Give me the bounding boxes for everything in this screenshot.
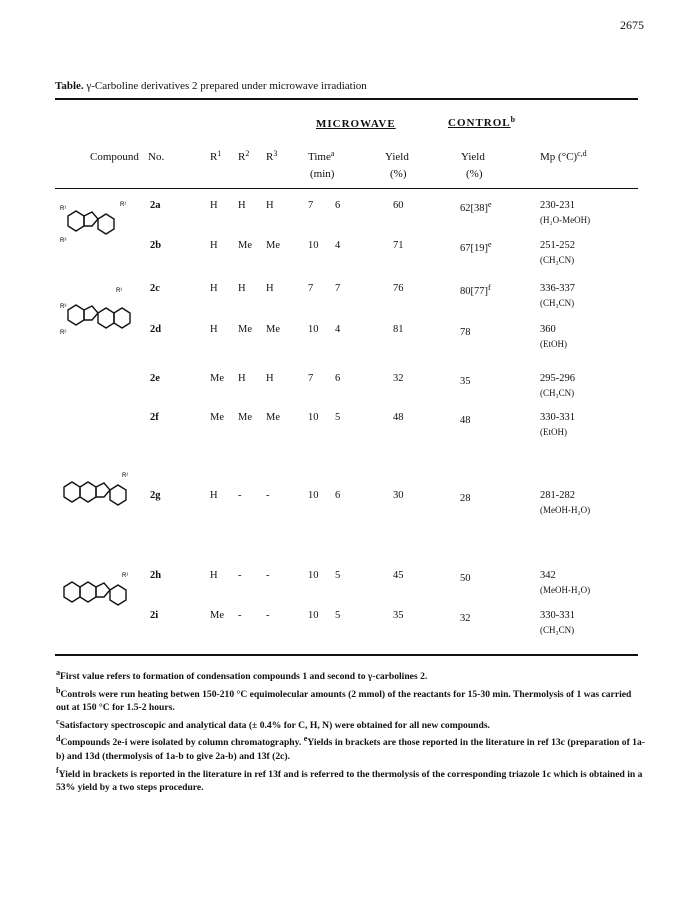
cell-yc: [460, 610, 471, 624]
col-r2: $R^2$: [238, 149, 250, 163]
cell-yc-value: 80[77]: [460, 286, 488, 297]
r-label-7: R¹: [122, 473, 129, 479]
bottom-rule: [55, 654, 638, 656]
cell-r3: [266, 610, 270, 621]
cell-no: [150, 283, 160, 294]
cell-yc-note: e: [488, 240, 492, 249]
cell-yc-value: 28: [460, 493, 471, 504]
cell-y: [393, 373, 404, 384]
cell-t2: [335, 490, 340, 501]
cell-t1: [308, 283, 313, 294]
cell-r3: [266, 412, 280, 423]
cell-t1-value: 7: [308, 200, 314, 211]
cell-t2: [335, 240, 340, 251]
table-caption: [55, 80, 367, 92]
footnote-a: $^a$First value refers to formation of condensation compounds 1 and second to γ-carbolines 2.: [56, 668, 428, 682]
cell-t1: [308, 373, 313, 384]
carboline-structure-c-icon: [60, 278, 150, 348]
cell-yc: [460, 490, 471, 504]
cell-t1-value: 7: [308, 373, 314, 384]
cell-r1: [210, 324, 218, 335]
cell-mp: [540, 324, 556, 335]
cell-mp: [540, 283, 575, 294]
cell-r3: [266, 373, 274, 384]
cell-yc: [460, 373, 471, 387]
cell-r3: [266, 200, 274, 211]
cell-no-value: 2e: [150, 373, 160, 384]
cell-y-value: 81: [393, 324, 404, 335]
cell-r1: [210, 200, 218, 211]
cell-no: [150, 412, 159, 423]
cell-mp: [540, 490, 575, 501]
cell-t1: [308, 324, 319, 335]
cell-yc-value: 32: [460, 613, 471, 624]
cell-yc-note: e: [488, 200, 492, 209]
cell-mp: [540, 373, 575, 384]
cell-y: [393, 570, 404, 581]
r-label-6: R²: [60, 330, 67, 336]
cell-r1-value: H: [210, 570, 218, 581]
cell-no-value: 2b: [150, 240, 162, 251]
cell-solvent: (MeOH-H₂O): [540, 585, 591, 595]
cell-r1-value: H: [210, 200, 218, 211]
microwave-header: MICROWAVE: [316, 118, 396, 130]
cell-t2-value: 5: [335, 412, 341, 423]
cell-r2-value: Me: [238, 412, 252, 423]
cell-no: [150, 200, 161, 211]
cell-r3-value: Me: [266, 412, 280, 423]
cell-r2: [238, 240, 252, 251]
cell-yc-value: 35: [460, 376, 471, 387]
cell-no: [150, 240, 161, 251]
cell-r1-value: Me: [210, 373, 224, 384]
cell-solvent: (CH₃CN): [540, 388, 575, 398]
cell-r1-value: Me: [210, 412, 224, 423]
cell-r2-value: H: [238, 200, 246, 211]
cell-no: [150, 373, 160, 384]
cell-t1: [308, 610, 319, 621]
cell-mp-value: 295-296: [540, 373, 575, 384]
cell-no: [150, 570, 161, 581]
cell-solvent: (MeOH-H₂O): [540, 505, 591, 515]
cell-t2: [335, 373, 340, 384]
cell-yc: [460, 200, 492, 214]
cell-mp-value: 330-331: [540, 412, 575, 423]
cell-t2-value: 5: [335, 570, 341, 581]
cell-mp: [540, 610, 575, 621]
cell-yc-value: 62[38]: [460, 203, 488, 214]
cell-r1: [210, 412, 224, 423]
col-no: No.: [148, 151, 165, 163]
cell-no-value: 2f: [150, 412, 159, 423]
cell-r2: [238, 283, 246, 294]
cell-t2-value: 4: [335, 240, 341, 251]
cell-y-value: 71: [393, 240, 404, 251]
cell-t1: [308, 490, 319, 501]
cell-mp: [540, 200, 575, 211]
cell-r2: [238, 200, 246, 211]
cell-r3-value: Me: [266, 240, 280, 251]
cell-r2: [238, 412, 252, 423]
cell-no: [150, 490, 161, 501]
footnote-b: $^b$Controls were run heating betwen 150-210 °C equimolecular amounts (2 mmol) of the reactants for 15-30 min. Thermolysis of 1 was carried out at 150 °C for 1.5-2 hours.: [56, 685, 632, 714]
cell-mp-value: 342: [540, 570, 556, 581]
cell-yc: [460, 283, 491, 297]
cell-r3-value: -: [266, 570, 270, 581]
cell-y-value: 48: [393, 412, 404, 423]
cell-r2-value: -: [238, 490, 242, 501]
cell-y: [393, 412, 404, 423]
r-label-2: R¹: [120, 202, 127, 208]
carboline-structure-g-icon: [60, 465, 150, 515]
cell-t1: [308, 240, 319, 251]
cell-r1-value: H: [210, 240, 218, 251]
cell-r3-value: H: [266, 373, 274, 384]
cell-r2: [238, 610, 242, 621]
cell-y: [393, 324, 404, 335]
cell-r2-value: -: [238, 570, 242, 581]
cell-r3-value: Me: [266, 324, 280, 335]
cell-r2: [238, 570, 242, 581]
cell-yc-value: 50: [460, 573, 471, 584]
cell-r1: [210, 490, 218, 501]
cell-solvent: (H₂O-MeOH): [540, 215, 591, 225]
cell-t2-value: 7: [335, 283, 341, 294]
cell-r3-value: H: [266, 200, 274, 211]
cell-r3-value: H: [266, 283, 274, 294]
footnote-f: $^f$Yield in brackets is reported in the literature in ref 13f and is referred to the thermolysis of the corresponding triazole 1c which is obtained in a 53% yield by a two steps procedure.: [56, 765, 643, 794]
cell-mp: [540, 412, 575, 423]
cell-y-value: 45: [393, 570, 404, 581]
cell-yc: [460, 570, 471, 584]
caption-label: Table.: [55, 80, 84, 92]
col-yield-mw-unit: (%): [390, 168, 407, 180]
cell-yc: [460, 324, 471, 338]
cell-y: [393, 490, 404, 501]
cell-solvent: (CH₃CN): [540, 255, 575, 265]
cell-t1-value: 10: [308, 412, 319, 423]
cell-mp-value: 281-282: [540, 490, 575, 501]
cell-yc: [460, 412, 471, 426]
cell-r2: [238, 324, 252, 335]
cell-r1: [210, 570, 218, 581]
footnote-d-e: $^d$Compounds 2e-i were isolated by column chromatography. $^e$Yields in brackets are those reported in the literature in ref 13c (preparation of 1a-b) and 13d (thermolysis of 1a-b to give 2a-b) and 13f (2c).: [56, 734, 645, 762]
cell-y-value: 32: [393, 373, 404, 384]
cell-r3: [266, 240, 280, 251]
col-mp: Mp $(^\circ C)^{c,d}$: [540, 149, 587, 163]
caption-title: γ-Carboline derivatives 2 prepared under microwave irradiation: [86, 80, 367, 92]
cell-r2: [238, 490, 242, 501]
cell-yc-value: 48: [460, 415, 471, 426]
cell-no-value: 2g: [150, 490, 161, 501]
cell-t1-value: 10: [308, 324, 319, 335]
cell-y: [393, 240, 404, 251]
cell-r2-value: H: [238, 373, 246, 384]
cell-r3: [266, 283, 274, 294]
r-label-5: R¹: [116, 288, 123, 294]
cell-t1-value: 10: [308, 240, 319, 251]
cell-mp: [540, 570, 556, 581]
cell-r1: [210, 373, 224, 384]
cell-solvent: (CH₃CN): [540, 625, 575, 635]
cell-t1: [308, 412, 319, 423]
carboline-structure-h-icon: [60, 565, 150, 620]
cell-solvent: (CH₃CN): [540, 298, 575, 308]
cell-r1: [210, 283, 218, 294]
cell-r2: [238, 373, 246, 384]
cell-t2-value: 6: [335, 200, 341, 211]
footnote-c: $^c$Satisfactory spectroscopic and analytical data (± 0.4% for C, H, N) were obtained for all new compounds.: [56, 716, 490, 731]
cell-yc-value: 78: [460, 327, 471, 338]
cell-r1-value: Me: [210, 610, 224, 621]
cell-r2-value: H: [238, 283, 246, 294]
cell-r3: [266, 490, 270, 501]
cell-solvent: (EtOH): [540, 339, 567, 349]
cell-r1-value: H: [210, 283, 218, 294]
cell-y: [393, 200, 404, 211]
cell-r2-value: Me: [238, 324, 252, 335]
cell-no: [150, 324, 161, 335]
cell-r1: [210, 610, 224, 621]
cell-t2: [335, 610, 340, 621]
page-number: 2675: [620, 18, 644, 32]
cell-no-value: 2i: [150, 610, 159, 621]
cell-mp-value: 251-252: [540, 240, 575, 251]
top-rule: [55, 98, 638, 100]
cell-yc: [460, 240, 492, 254]
cell-y-value: 60: [393, 200, 404, 211]
col-yield-ctrl: Yield: [461, 151, 485, 163]
cell-yc-note: f: [488, 283, 491, 292]
cell-t1: [308, 200, 313, 211]
cell-r1-value: H: [210, 490, 218, 501]
cell-no-value: 2c: [150, 283, 160, 294]
cell-y: [393, 610, 404, 621]
cell-mp-value: 330-331: [540, 610, 575, 621]
col-yield-mw: Yield: [385, 151, 409, 163]
cell-t2: [335, 412, 340, 423]
footnotes: [56, 666, 646, 795]
col-r1: $R^1$: [210, 149, 222, 163]
cell-no-value: 2d: [150, 324, 162, 335]
cell-mp-value: 336-337: [540, 283, 575, 294]
col-compound: Compound: [90, 151, 139, 163]
r-label-1: R¹: [60, 206, 67, 212]
cell-mp-value: 230-231: [540, 200, 575, 211]
cell-y: [393, 283, 404, 294]
cell-y-value: 35: [393, 610, 404, 621]
cell-t2: [335, 283, 340, 294]
cell-no-value: 2h: [150, 570, 162, 581]
cell-t2-value: 6: [335, 490, 341, 501]
r-label-4: R³: [60, 304, 67, 310]
cell-mp-value: 360: [540, 324, 556, 335]
cell-solvent: (EtOH): [540, 427, 567, 437]
cell-t2-value: 6: [335, 373, 341, 384]
col-time: Time$^a$: [308, 149, 335, 163]
cell-r2-value: -: [238, 610, 242, 621]
cell-t2-value: 4: [335, 324, 341, 335]
cell-r3: [266, 324, 280, 335]
col-yield-ctrl-unit: (%): [466, 168, 483, 180]
carboline-structure-a-icon: [60, 196, 150, 246]
r-label-8: R¹: [122, 573, 129, 579]
cell-r3-value: -: [266, 610, 270, 621]
cell-t1-value: 7: [308, 283, 314, 294]
cell-mp: [540, 240, 575, 251]
cell-r1-value: H: [210, 324, 218, 335]
cell-t1-value: 10: [308, 610, 319, 621]
cell-t2: [335, 324, 340, 335]
cell-y-value: 30: [393, 490, 404, 501]
control-header: CONTROL$^b$: [448, 115, 517, 129]
cell-t2: [335, 200, 340, 211]
cell-t1: [308, 570, 319, 581]
cell-t1-value: 10: [308, 490, 319, 501]
col-time-unit: (min): [310, 168, 335, 180]
cell-r1: [210, 240, 218, 251]
cell-t2: [335, 570, 340, 581]
cell-no-value: 2a: [150, 200, 161, 211]
cell-no: [150, 610, 158, 621]
cell-r3: [266, 570, 270, 581]
r-label-3: R³: [60, 238, 67, 244]
col-r3: $R^3$: [266, 149, 278, 163]
cell-r2-value: Me: [238, 240, 252, 251]
cell-r3-value: -: [266, 490, 270, 501]
cell-y-value: 76: [393, 283, 404, 294]
cell-t2-value: 5: [335, 610, 341, 621]
cell-yc-value: 67[19]: [460, 243, 488, 254]
header-rule: [55, 188, 638, 189]
cell-t1-value: 10: [308, 570, 319, 581]
